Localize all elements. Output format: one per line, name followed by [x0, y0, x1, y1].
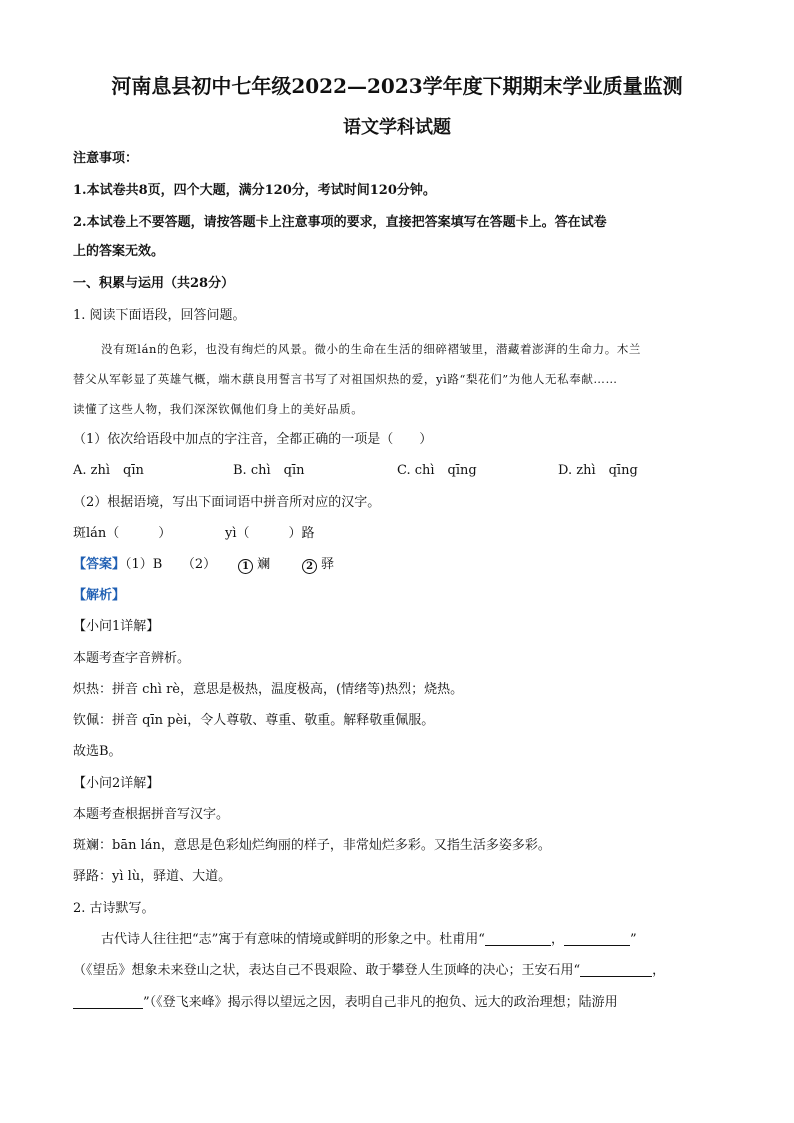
q2-line-1: 古代诗人往往把“志”寓于有意味的情境或鲜明的形象之中。杜甫用“ ， ” [101, 932, 637, 947]
detail-2-heading: 【小问2详解】 [73, 776, 160, 791]
q2-line-2: （《望岳》想象未来登山之状，表达自己不畏艰险、敢于攀登人生顶峰的决心；王安石用“ ， [73, 963, 666, 978]
analysis-tag: 【解析】 [73, 588, 126, 603]
answer-tag: 【答案】 [73, 557, 126, 572]
exam-subtitle: 语文学科试题 [343, 117, 451, 138]
detail-1-line-4: 故选B。 [73, 744, 122, 759]
answer-blank [580, 962, 652, 977]
exam-title: 河南息县初中七年级2022—2023学年度下期期末学业质量监测 [111, 74, 683, 98]
circled-number-2: 2 [302, 559, 317, 574]
notice-item-1: 1.本试卷共8页，四个大题，满分120分，考试时间120分钟。 [73, 183, 436, 198]
q1-answer-line [73, 556, 334, 574]
q1-passage-line-2: 替父从军彰显了英雄气概，端木蕻良用誓言书写了对祖国炽热的爱，yì路“梨花们”为他人无私奉献…… [73, 372, 618, 386]
q1-option-b: B. chì qīn [233, 463, 305, 478]
detail-1-line-3: 钦佩：拼音 qīn pèi，令人尊敬、尊重、敬重。解释敬重佩服。 [73, 713, 435, 728]
notice-item-2-line-1: 2.本试卷上不要答题，请按答题卡上注意事项的要求，直接把答案填写在答题卡上。答在试卷 [73, 215, 607, 230]
q1-stem: 1. 阅读下面语段，回答问题。 [73, 308, 246, 323]
detail-2-line-1: 本题考查根据拼音写汉字。 [73, 807, 230, 822]
q1-sub-2: （2）根据语境，写出下面词语中拼音所对应的汉字。 [73, 495, 381, 510]
notice-item-2-line-2: 上的答案无效。 [73, 244, 165, 259]
q1-option-a: A. zhì qīn [73, 463, 144, 478]
q1-fill-a: 斑lán（ ） [73, 526, 172, 541]
detail-2-line-2: 斑斓：bān lán，意思是色彩灿烂绚丽的样子，非常灿烂多彩。又指生活多姿多彩。 [73, 838, 551, 853]
q1-sub-1: （1）依次给语段中加点的字注音，全都正确的一项是（ ） [73, 432, 433, 447]
detail-1-heading: 【小问1详解】 [73, 619, 160, 634]
answer-blank [564, 931, 630, 946]
detail-1-line-2: 炽热：拼音 chì rè，意思是极热，温度极高，(情绪等)热烈；烧热。 [73, 682, 464, 697]
section-1-heading: 一、积累与运用（共28分） [73, 276, 235, 291]
q1-option-c: C. chì qīng [397, 463, 477, 478]
q1-passage-line-1: 没有斑lán的色彩，也没有绚烂的风景。微小的生命在生活的细碎褶皱里，潜藏着澎湃的生命力。木兰 [101, 342, 642, 356]
answer-part-1: （1）B （2） [125, 557, 217, 572]
answer-blank [485, 931, 551, 946]
answer-blank [73, 994, 143, 1009]
circled-number-1: 1 [238, 559, 253, 574]
q2-line-3: ”（《登飞来峰》揭示得以望远之因，表明自己非凡的抱负、远大的政治理想；陆游用 [73, 994, 618, 1012]
q1-fill-b: yì（ ）路 [225, 526, 315, 541]
answer-char-1: 斓 [257, 557, 271, 572]
detail-2-line-3: 驿路：yì lù，驿道、大道。 [73, 869, 232, 884]
q1-option-d: D. zhì qīng [558, 463, 638, 478]
detail-1-line-1: 本题考查字音辨析。 [73, 651, 191, 666]
notice-heading: 注意事项： [73, 151, 139, 166]
q1-passage-line-3: 读懂了这些人物，我们深深钦佩他们身上的美好品质。 [73, 402, 364, 416]
answer-char-2: 驿 [321, 557, 335, 572]
q2-stem: 2. 古诗默写。 [73, 901, 155, 916]
